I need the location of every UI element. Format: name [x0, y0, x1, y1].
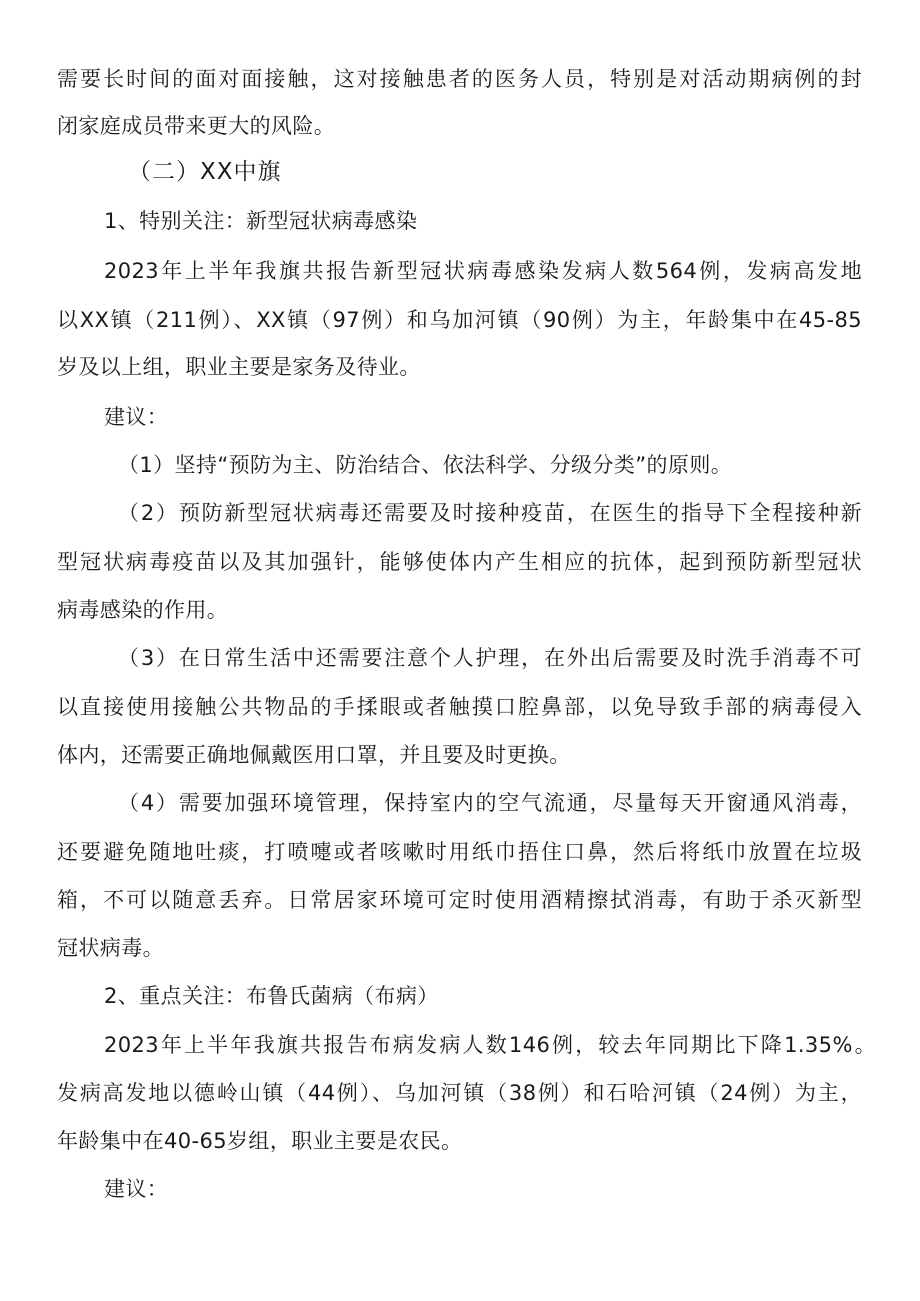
paragraph-line: 发病高发地以德岭山镇（44例）、乌加河镇（38例）和石哈河镇（24例）为主， [57, 1081, 862, 1105]
list-item: （2）预防新型冠状病毒还需要及时接种疫苗，在医生的指导下全程接种新 [118, 501, 862, 525]
list-item: （4）需要加强环境管理，保持室内的空气流通，尽量每天开窗通风消毒， [118, 791, 862, 815]
section-heading: （二）XX中旗 [128, 159, 282, 185]
paragraph-line: 年龄集中在40-65岁组，职业主要是农民。 [57, 1129, 463, 1153]
paragraph-line: 需要长时间的面对面接触，这对接触患者的医务人员，特别是对活动期病例的封 [57, 67, 862, 91]
paragraph-label: 建议： [104, 1177, 169, 1201]
subsection-heading: 1、特别关注：新型冠状病毒感染 [104, 209, 418, 233]
paragraph-line: 2023年上半年我旗共报告新型冠状病毒感染发病人数564例，发病高发地 [104, 259, 862, 283]
paragraph-line: 病毒感染的作用。 [57, 598, 229, 622]
paragraph-line: 体内，还需要正确地佩戴医用口罩，并且要及时更换。 [57, 743, 571, 767]
paragraph-line: 岁及以上组，职业主要是家务及待业。 [57, 355, 421, 379]
paragraph-line: 2023年上半年我旗共报告布病发病人数146例，较去年同期比下降1.35%。 [104, 1033, 876, 1057]
paragraph-line: 还要避免随地吐痰，打喷嚏或者咳嗽时用纸巾捂住口鼻，然后将纸巾放置在垃圾 [57, 840, 862, 864]
paragraph-line: 以XX镇（211例）、XX镇（97例）和乌加河镇（90例）为主，年龄集中在45-85 [57, 308, 862, 332]
paragraph-label: 建议： [104, 405, 169, 429]
paragraph-line: 冠状病毒。 [57, 936, 164, 960]
subsection-heading: 2、重点关注：布鲁氏菌病（布病） [104, 984, 439, 1008]
paragraph-line: 箱，不可以随意丢弃。日常居家环境可定时使用酒精擦拭消毒，有助于杀灭新型 [57, 888, 862, 912]
paragraph-line: 型冠状病毒疫苗以及其加强针，能够使体内产生相应的抗体，起到预防新型冠状 [57, 550, 862, 574]
list-item: （1）坚持“预防为主、防治结合、依法科学、分级分类”的原则。 [118, 453, 733, 477]
list-item: （3）在日常生活中还需要注意个人护理，在外出后需要及时洗手消毒不可 [118, 646, 862, 670]
paragraph-line: 闭家庭成员带来更大的风险。 [57, 114, 336, 138]
paragraph-line: 以直接使用接触公共物品的手揉眼或者触摸口腔鼻部，以免导致手部的病毒侵入 [57, 695, 862, 719]
